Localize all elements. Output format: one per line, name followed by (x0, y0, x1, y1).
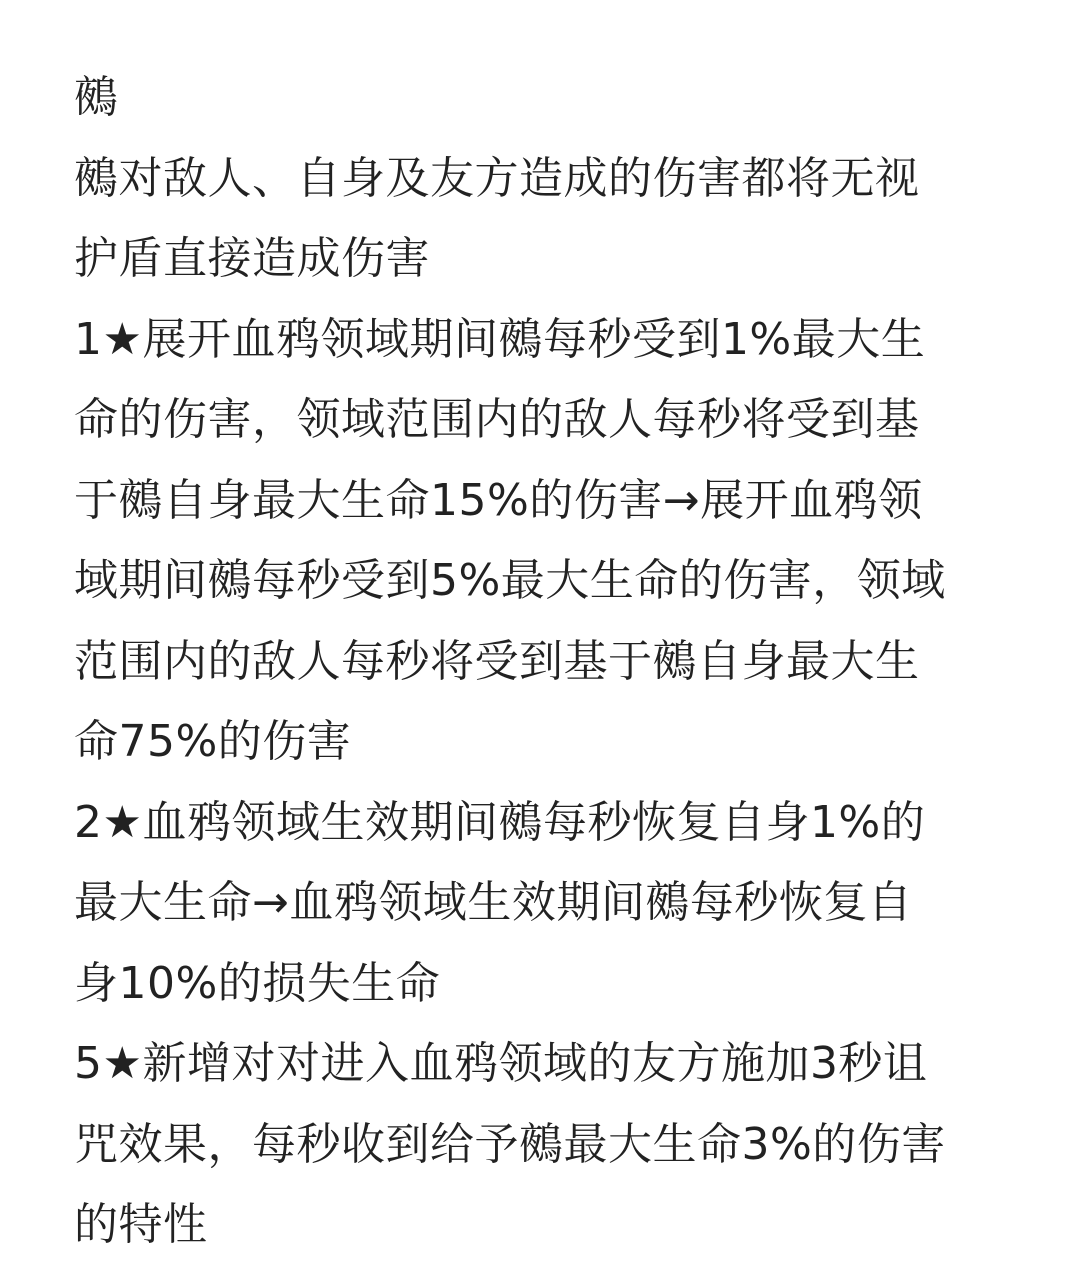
text-line: 于鵺自身最大生命15%的伤害→展开血鸦领 (74, 474, 923, 526)
star-2-line: 2★血鸦领域生效期间鵺每秒恢复自身1%的 (74, 796, 926, 848)
text-line: 命的伤害，领域范围内的敌人每秒将受到基 (74, 394, 920, 445)
text-line: 最大生命→血鸦领域生效期间鵺每秒恢复自 (74, 877, 913, 928)
text-line: 身10%的损失生命 (74, 957, 441, 1009)
text-line: 范围内的敌人每秒将受到基于鵺自身最大生 (74, 635, 920, 687)
star-1-line: 1★展开血鸦领域期间鵺每秒受到1%最大生 (74, 313, 926, 365)
star-5-line: 5★新增对对进入血鸦领域的友方施加3秒诅 (74, 1038, 928, 1089)
document-body (74, 58, 1014, 1266)
text-line: 的特性 (74, 1199, 208, 1250)
text-line: 护盾直接造成伤害 (74, 233, 430, 284)
text-line: 鵺对敌人、自身及友方造成的伤害都将无视 (74, 152, 920, 204)
text-line: 咒效果，每秒收到给予鵺最大生命3%的伤害 (74, 1118, 946, 1170)
text-line: 命75%的伤害 (74, 716, 352, 767)
text-line: 域期间鵺每秒受到5%最大生命的伤害，领域 (74, 555, 946, 606)
title-line: 鵺 (74, 72, 119, 123)
